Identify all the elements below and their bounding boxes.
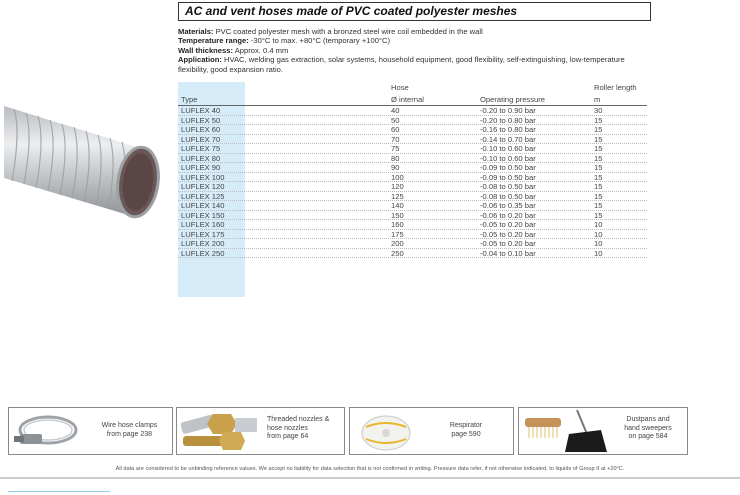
- cell-pressure: -0.10 to 0.60 bar: [480, 144, 536, 153]
- cell-roller: 15: [594, 163, 603, 172]
- application-text: HVAC, welding gas extraction, solar systems, household equipment, good flexibility, self-extinguishing, low-temperature flexibility, good expansion ratio.: [178, 55, 625, 74]
- wall-thickness-label: Wall thickness:: [178, 45, 233, 55]
- crossref-nozzles-line3: from page 64: [267, 433, 309, 440]
- cell-pressure: -0.05 to 0.20 bar: [480, 220, 536, 229]
- cell-roller: 15: [594, 153, 603, 163]
- cell-hose: 200: [391, 239, 404, 248]
- cell-type: LUFLEX 200: [181, 239, 225, 248]
- title-box: [178, 2, 651, 21]
- cell-type: LUFLEX 175: [181, 229, 225, 239]
- cell-roller: 15: [594, 144, 603, 153]
- cell-type: LUFLEX 150: [181, 210, 225, 220]
- crossref-wire-hose-clamps[interactable]: [8, 407, 173, 455]
- cell-type: LUFLEX 100: [181, 172, 225, 182]
- crossref-respirator-line1: Respirator: [449, 422, 483, 429]
- cell-type: LUFLEX 125: [181, 191, 225, 201]
- header-roller-line1: Roller length: [594, 83, 637, 92]
- header-pressure: Operating pressure: [480, 95, 546, 104]
- table-row: [178, 230, 647, 240]
- application-label: Application:: [178, 55, 222, 65]
- temperature-text: -30°C to max. +80°C (temporary +100°C): [250, 36, 390, 46]
- materials-text: PVC coated polyester mesh with a bronzed steel wire coil embedded in the wall: [215, 27, 483, 36]
- table-row: [178, 163, 647, 173]
- cell-type: LUFLEX 70: [181, 134, 221, 144]
- cell-pressure: -0.08 to 0.50 bar: [480, 191, 536, 201]
- cell-hose: 140: [391, 201, 404, 210]
- cell-roller: 30: [594, 106, 603, 115]
- temperature-line: [178, 36, 648, 45]
- materials-line: [178, 27, 648, 36]
- crossref-dustpans-line3: on page 584: [628, 433, 668, 440]
- table-row: [178, 220, 647, 230]
- table-row: [178, 154, 647, 164]
- cell-roller: 15: [594, 210, 603, 220]
- crossref-clamps-line2: from page 238: [106, 430, 153, 438]
- crossref-dustpans-text: [613, 416, 683, 442]
- cell-hose: 80: [391, 153, 400, 163]
- table-row: [178, 192, 647, 202]
- cell-pressure: -0.20 to 0.90 bar: [480, 106, 536, 115]
- crossref-nozzles-text: [267, 416, 341, 442]
- header-hose-line2: Ø internal: [391, 95, 424, 104]
- page-title: AC and vent hoses made of PVC coated polyester meshes: [185, 4, 518, 18]
- cell-hose: 175: [391, 229, 404, 239]
- table-row: [178, 116, 647, 126]
- table-row: [178, 144, 647, 154]
- crossref-clamps-line1: Wire hose clamps: [101, 422, 158, 429]
- cell-type: LUFLEX 250: [181, 248, 225, 258]
- disclaimer: All data are considered to be unbinding reference values. We accept no liability for data selection that is not confirmed in writing. Pressure data refer, if not otherwise indicated, to liquids of Group II at +20°C.: [115, 466, 625, 472]
- cell-pressure: -0.06 to 0.35 bar: [480, 201, 536, 210]
- table-row: [178, 201, 647, 211]
- cell-type: LUFLEX 50: [181, 115, 221, 125]
- cell-pressure: -0.04 to 0.10 bar: [480, 248, 536, 258]
- product-description: [178, 27, 648, 74]
- hose-clamp-icon: [12, 410, 82, 452]
- footer-accent-line: [8, 491, 110, 492]
- table-row: [178, 211, 647, 221]
- cell-roller: 10: [594, 248, 603, 258]
- hose-image: [4, 98, 166, 220]
- cell-pressure: -0.09 to 0.50 bar: [480, 172, 536, 182]
- cell-pressure: -0.05 to 0.20 bar: [480, 229, 536, 239]
- cell-type: LUFLEX 80: [181, 153, 221, 163]
- header-roller-line2: m: [594, 95, 601, 104]
- cell-hose: 100: [391, 172, 404, 182]
- cell-pressure: -0.10 to 0.60 bar: [480, 153, 536, 163]
- header-hose-line1: Hose: [391, 83, 409, 92]
- crossref-clamps-text: [87, 422, 172, 439]
- cell-hose: 40: [391, 106, 400, 115]
- cell-pressure: -0.08 to 0.50 bar: [480, 182, 536, 191]
- cell-type: LUFLEX 40: [181, 106, 221, 115]
- cell-roller: 15: [594, 182, 603, 191]
- wall-thickness-text: Approx. 0.4 mm: [234, 45, 289, 55]
- cell-pressure: -0.16 to 0.80 bar: [480, 125, 536, 134]
- cell-roller: 15: [594, 115, 603, 125]
- cell-hose: 120: [391, 182, 404, 191]
- table-row: [178, 182, 647, 192]
- cell-pressure: -0.09 to 0.50 bar: [480, 163, 536, 172]
- dustpan-icon: [521, 408, 611, 454]
- cell-hose: 60: [391, 125, 400, 134]
- cell-roller: 15: [594, 201, 603, 210]
- cell-pressure: -0.20 to 0.80 bar: [480, 115, 536, 125]
- cell-type: LUFLEX 60: [181, 125, 221, 134]
- crossref-respirator-text: [426, 422, 506, 439]
- crossref-threaded-nozzles[interactable]: [176, 407, 345, 455]
- table-row: [178, 135, 647, 145]
- cell-hose: 250: [391, 248, 404, 258]
- cell-type: LUFLEX 90: [181, 163, 221, 172]
- table-row: [178, 249, 647, 259]
- product-table: [178, 82, 647, 258]
- crossref-dustpans[interactable]: [518, 407, 688, 455]
- cell-hose: 70: [391, 134, 400, 144]
- cell-hose: 150: [391, 210, 404, 220]
- cell-type: LUFLEX 160: [181, 220, 225, 229]
- cell-hose: 75: [391, 144, 400, 153]
- cell-roller: 10: [594, 239, 603, 248]
- nozzle-icon: [179, 410, 265, 452]
- cell-type: LUFLEX 75: [181, 144, 221, 153]
- cell-roller: 15: [594, 172, 603, 182]
- cell-roller: 10: [594, 229, 603, 239]
- crossref-dustpans-line1: Dustpans and: [626, 416, 670, 423]
- table-row: [178, 106, 647, 116]
- cell-type: LUFLEX 140: [181, 201, 225, 210]
- crossref-nozzles-line2: hose nozzles: [267, 424, 308, 432]
- application-line: [178, 55, 648, 74]
- materials-label: Materials:: [178, 27, 214, 36]
- header-type: Type: [181, 95, 198, 104]
- cell-roller: 15: [594, 191, 603, 201]
- cell-type: LUFLEX 120: [181, 182, 225, 191]
- crossref-nozzles-line1: Threaded nozzles &: [267, 416, 330, 423]
- cell-roller: 10: [594, 220, 603, 229]
- table-body: [178, 106, 647, 258]
- footer-divider: [0, 477, 740, 479]
- cell-hose: 50: [391, 115, 400, 125]
- crossref-respirator-line2: page 590: [451, 430, 481, 438]
- crossref-respirator[interactable]: [349, 407, 514, 455]
- cell-pressure: -0.05 to 0.20 bar: [480, 239, 536, 248]
- table-row: [178, 239, 647, 249]
- table-header: [178, 82, 647, 106]
- respirator-icon: [356, 411, 420, 453]
- cell-hose: 125: [391, 191, 404, 201]
- cell-hose: 90: [391, 163, 400, 172]
- table-row: [178, 173, 647, 183]
- cell-hose: 160: [391, 220, 404, 229]
- cell-pressure: -0.06 to 0.20 bar: [480, 210, 536, 220]
- cell-pressure: -0.14 to 0.70 bar: [480, 134, 536, 144]
- crossref-dustpans-line2: hand sweepers: [624, 424, 672, 432]
- cell-roller: 15: [594, 125, 603, 134]
- cell-roller: 15: [594, 134, 603, 144]
- temperature-label: Temperature range:: [178, 36, 249, 46]
- wall-thickness-line: [178, 46, 648, 55]
- table-row: [178, 125, 647, 135]
